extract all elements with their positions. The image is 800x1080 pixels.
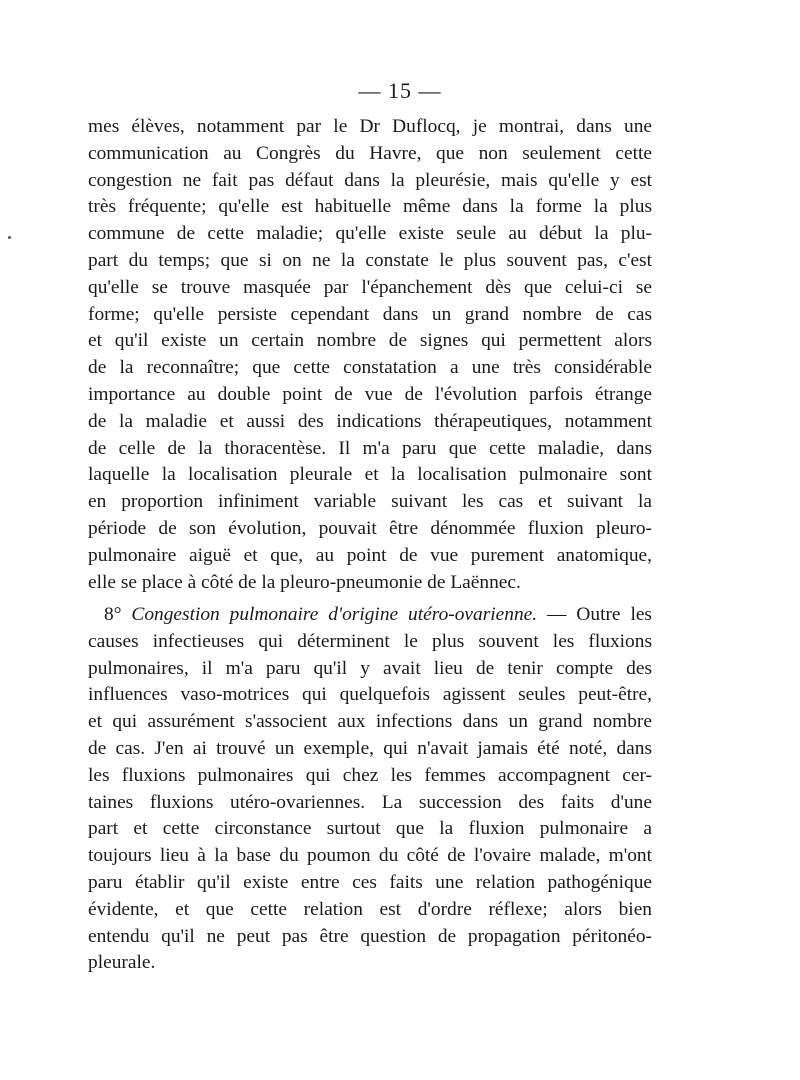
- page-number: — 15 —: [358, 78, 442, 103]
- text-line: pleurale.: [88, 952, 156, 974]
- section-title: Congestion pulmonaire d'origine utéro-ovarienne.: [131, 604, 538, 625]
- text-line: commune de cette maladie; qu'elle existe seule au début la plu-: [88, 223, 652, 245]
- text-line: période de son évolution, pouvait être dénommée fluxion pleuro-: [88, 517, 652, 539]
- text-line: part du temps; que si on ne la constate le plus souvent pas, c'est: [88, 249, 652, 271]
- paragraph-first-line: [88, 602, 652, 629]
- text-line: forme; qu'elle persiste cependant dans un grand nombre de cas: [88, 303, 652, 325]
- text-line: influences vaso-motrices qui quelquefois agissent seules peut-être,: [88, 684, 652, 706]
- text-line: laquelle la localisation pleurale et la localisation pulmonaire sont: [88, 464, 652, 486]
- text-line: et qu'il existe un certain nombre de signes qui permettent alors: [88, 330, 652, 352]
- paragraph-fluxion-pleuro-pulmonaire: [88, 114, 652, 596]
- text-line: de la reconnaître; que cette constatation a une très considérable: [88, 357, 652, 379]
- text-line: importance au double point de vue de l'évolution parfois étrange: [88, 383, 652, 405]
- text-line: qu'elle se trouve masquée par l'épanchement dès que celui-ci se: [88, 276, 652, 298]
- section-number: 8°: [104, 604, 122, 625]
- text-line: pulmonaire aiguë et que, au point de vue purement anatomique,: [88, 544, 652, 566]
- text-line: causes infectieuses qui déterminent le plus souvent les fluxions: [88, 630, 652, 652]
- paragraph-congestion-utero-ovarienne: [88, 602, 652, 977]
- text-line: paru établir qu'il existe entre ces faits une relation pathogénique: [88, 871, 652, 893]
- first-line-continuation: — Outre les: [547, 604, 652, 625]
- text-line: les fluxions pulmonaires qui chez les femmes accompagnent cer-: [88, 764, 652, 786]
- text-line: et qui assurément s'associent aux infections dans un grand nombre: [88, 711, 652, 733]
- text-line: en proportion infiniment variable suivant les cas et suivant la: [88, 491, 652, 513]
- text-line: congestion ne fait pas défaut dans la pleurésie, mais qu'elle y est: [88, 169, 652, 191]
- text-line: évidente, et que cette relation est d'ordre réflexe; alors bien: [88, 898, 652, 920]
- text-line: pulmonaires, il m'a paru qu'il y avait lieu de tenir compte des: [88, 657, 652, 679]
- margin-speck: [8, 236, 11, 239]
- text-line: de cas. J'en ai trouvé un exemple, qui n'avait jamais été noté, dans: [88, 737, 652, 759]
- text-line: de la maladie et aussi des indications thérapeutiques, notamment: [88, 410, 652, 432]
- text-line: entendu qu'il ne peut pas être question de propagation péritonéo-: [88, 925, 652, 947]
- text-line: toujours lieu à la base du poumon du côté de l'ovaire malade, m'ont: [88, 845, 652, 867]
- text-line: part et cette circonstance surtout que la fluxion pulmonaire a: [88, 818, 652, 840]
- text-line: mes élèves, notamment par le Dr Duflocq, je montrai, dans une: [88, 116, 652, 137]
- text-line: taines fluxions utéro-ovariennes. La succession des faits d'une: [88, 791, 652, 813]
- text-line: elle se place à côté de la pleuro-pneumonie de Laënnec.: [88, 571, 521, 593]
- text-line: communication au Congrès du Havre, que non seulement cette: [88, 142, 652, 164]
- text-line: de celle de la thoracentèse. Il m'a paru que cette maladie, dans: [88, 437, 652, 459]
- text-line: très fréquente; qu'elle est habituelle même dans la forme la plus: [88, 196, 652, 218]
